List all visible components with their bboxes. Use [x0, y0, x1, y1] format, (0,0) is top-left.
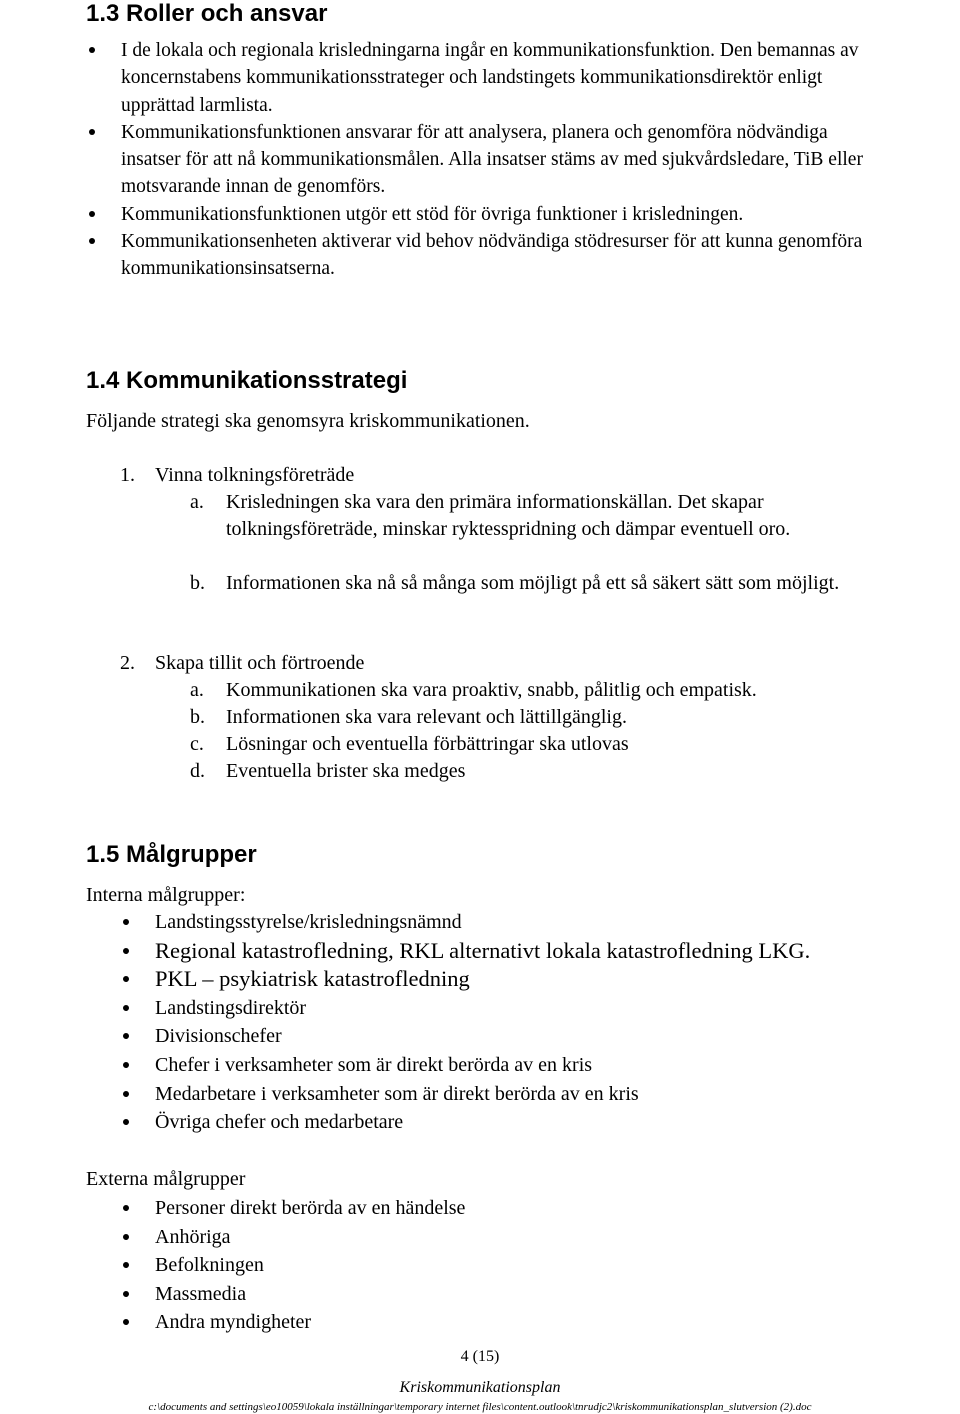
subitem-text: Kommunikationen ska vara proaktiv, snabb, pålitlig och empatisk.	[226, 679, 757, 701]
list-item: Kommunikationsfunktionen utgör ett stöd för övriga funktioner i krisledningen.	[86, 201, 886, 228]
list-item: Kommunikationsfunktionen ansvarar för att analysera, planera och genomföra nödvändiga insatser för att nå kommunikationsmålen. Alla insatser stäms av med sjukvårdsledare, TiB eller motsvarande innan de genomförs.	[86, 119, 886, 201]
subitem-text: Krisledningen ska vara den primära informationskällan. Det skapar tolkningsföreträde, minskar ryktesspridning och dämpar eventuell oro.	[226, 491, 791, 540]
list-item: Andra myndigheter	[120, 1308, 880, 1337]
strategy-subitem	[190, 758, 870, 785]
list-item: PKL – psykiatrisk katastrofledning	[120, 965, 880, 994]
footer-title: Kriskommunikationsplan	[399, 1379, 561, 1396]
external-groups-label: Externa målgrupper	[86, 1168, 246, 1190]
list-item: Personer direkt berörda av en händelse	[120, 1194, 880, 1223]
list-item: Medarbetare i verksamheter som är direkt berörda av en kris	[120, 1080, 880, 1109]
internal-groups-list	[120, 908, 880, 1137]
subitem-letter: a.	[190, 491, 204, 513]
list-item: Divisionschefer	[120, 1022, 880, 1051]
strategy-intro: Följande strategi ska genomsyra kriskommunikationen.	[86, 410, 530, 432]
list-item: Landstingsstyrelse/krisledningsnämnd	[120, 908, 880, 937]
list-item: Chefer i verksamheter som är direkt berörda av en kris	[120, 1051, 880, 1080]
section-heading-strategi: 1.4 Kommunikationsstrategi	[86, 367, 408, 394]
strategy-item-number: 1.	[120, 464, 135, 486]
page-number: 4 (15)	[460, 1348, 500, 1365]
strategy-item-title: Skapa tillit och förtroende	[155, 652, 365, 674]
external-groups-list	[120, 1194, 880, 1337]
strategy-subitem	[190, 570, 870, 597]
subitem-text: Informationen ska nå så många som möjligt på ett så säkert sätt som möjligt.	[226, 572, 840, 594]
strategy-item-number: 2.	[120, 652, 135, 674]
list-item: Regional katastrofledning, RKL alternativt lokala katastrofledning LKG.	[120, 937, 880, 966]
footer-file-path: c:\documents and settings\eo10059\lokala inställningar\temporary internet files\content.outlook\tnrudjc2\kriskommunikationsplan_slutversion (2).doc	[148, 1401, 812, 1413]
subitem-text: Eventuella brister ska medges	[226, 760, 466, 782]
subitem-text: Informationen ska vara relevant och lättillgänglig.	[226, 706, 627, 728]
strategy-subitem	[190, 677, 870, 704]
subitem-text: Lösningar och eventuella förbättringar ska utlovas	[226, 733, 629, 755]
strategy-subitem	[190, 731, 870, 758]
subitem-letter: a.	[190, 679, 204, 701]
subitem-letter: b.	[190, 572, 205, 594]
internal-groups-label: Interna målgrupper:	[86, 884, 246, 906]
strategy-subitem	[190, 489, 870, 543]
roles-bullet-list	[86, 37, 886, 283]
list-item: Anhöriga	[120, 1223, 880, 1252]
strategy-item-title: Vinna tolkningsföreträde	[155, 464, 355, 486]
list-item: Övriga chefer och medarbetare	[120, 1108, 880, 1137]
subitem-letter: c.	[190, 733, 204, 755]
strategy-subitem	[190, 704, 870, 731]
list-item: Kommunikationsenheten aktiverar vid behov nödvändiga stödresurser för att kunna genomföra kommunikationsinsatserna.	[86, 228, 886, 283]
section-heading-roller: 1.3 Roller och ansvar	[86, 0, 328, 27]
list-item: Befolkningen	[120, 1251, 880, 1280]
list-item: Massmedia	[120, 1280, 880, 1309]
list-item: Landstingsdirektör	[120, 994, 880, 1023]
subitem-letter: b.	[190, 706, 205, 728]
list-item: I de lokala och regionala krisledningarna ingår en kommunikationsfunktion. Den bemannas av koncernstabens kommunikationsstrateger och landstingets kommunikationsdirektör enligt upprättad larmlista.	[86, 37, 886, 119]
subitem-letter: d.	[190, 760, 205, 782]
section-heading-malgrupper: 1.5 Målgrupper	[86, 841, 257, 868]
